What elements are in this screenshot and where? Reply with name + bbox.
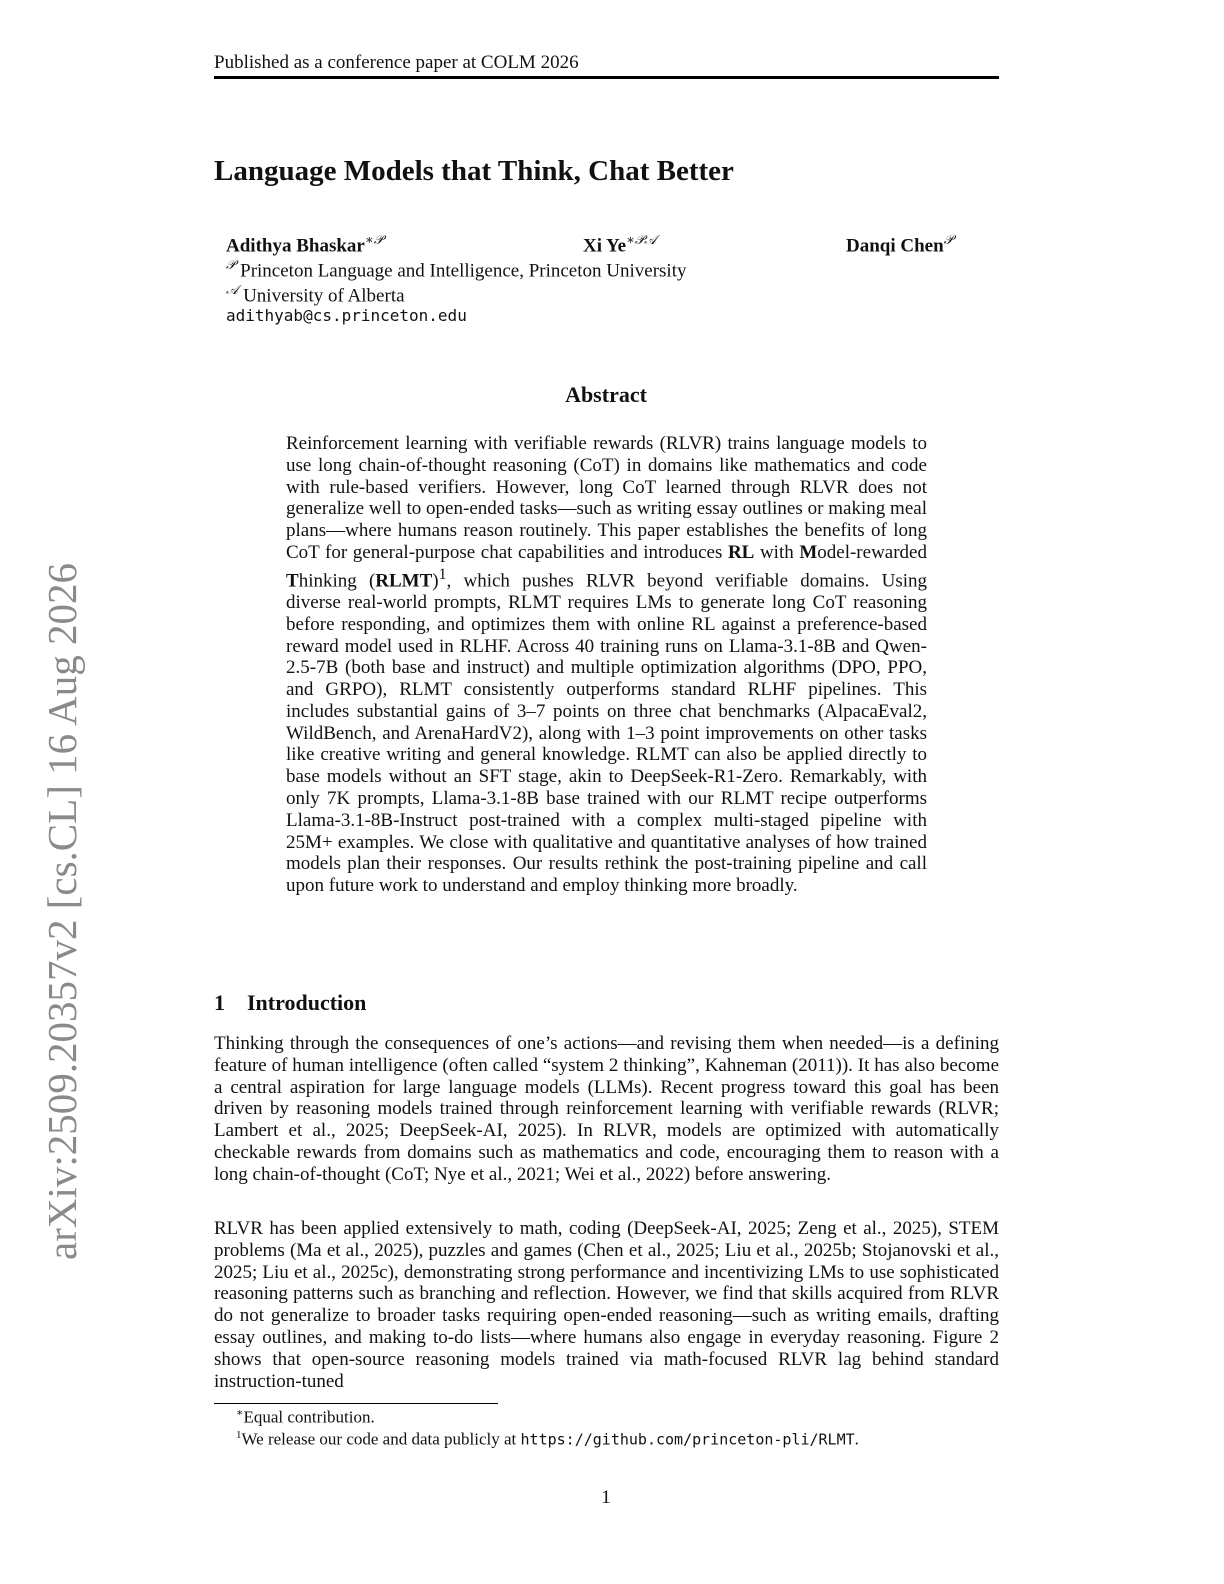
affiliation-princeton [226, 257, 687, 282]
abstract-body [286, 433, 927, 897]
abstract-bold: T [286, 570, 299, 592]
author-1 [226, 232, 383, 257]
affiliation-text: Princeton Language and Intelligence, Princeton University [240, 260, 687, 282]
author-name: Xi Ye [583, 235, 627, 257]
abstract-heading: Abstract [565, 382, 647, 407]
section-heading-introduction [214, 990, 366, 1016]
footnote-ref: 1 [438, 565, 447, 583]
footnote-text: Equal contribution. [243, 1407, 375, 1427]
footnote-text: We release our code and data publicly at [241, 1429, 521, 1449]
footnote-mark: 1 [236, 1429, 242, 1441]
page-number: 1 [601, 1487, 611, 1508]
code-link[interactable]: https://github.com/princeton-pli/RLMT [520, 1430, 855, 1449]
author-marks: ∗𝒫𝒜 [626, 232, 657, 247]
author-name: Adithya Bhaskar [226, 235, 365, 257]
abstract-bold: RLMT [375, 570, 433, 592]
author-name: Danqi Chen [846, 235, 944, 257]
footnote-equal [236, 1406, 375, 1428]
abstract-bold: RL [727, 541, 755, 563]
section-number: 1 [214, 990, 225, 1015]
abstract-text: , which pushes RLVR beyond verifiable domains. Using diverse real-world prompts, RLMT requires LMs to generate long CoT reasoning before responding, and optimizes them with online RL against a preference-based reward model used in RLHF. Across 40 training runs on Llama-3.1-8B and Qwen-2.5-7B (both base and instruct) and multiple optimization algorithms (DPO, PPO, and GRPO), RLMT consistently outperforms standard RLHF pipelines. This includes substantial gains of 3–7 points on three chat benchmarks (AlpacaEval2, WildBench, and ArenaHardV2), along with 1–3 point improvements on other tasks like creative writing and general knowledge. RLMT can also be applied directly to base models without an SFT stage, akin to DeepSeek-R1-Zero. Remarkably, with only 7K prompts, Llama-3.1-8B base trained with our RLMT recipe outperforms Llama-3.1-8B-Instruct post-trained with a complex multi-staged pipeline with 25M+ examples. We close with qualitative and quantitative analyses of how trained models plan their responses. Our results rethink the post-training pipeline and call upon future work to understand and employ thinking more broadly. [286, 570, 927, 897]
author-marks: 𝒫 [943, 232, 954, 247]
footnote-mark: ∗ [236, 1407, 244, 1419]
abstract-text: ) [432, 570, 439, 592]
author-2 [583, 232, 657, 257]
author-marks: ∗𝒫 [364, 232, 384, 247]
abstract-text: Reinforcement learning with verifiable rewards (RLVR) trains language models to use long chain-of-thought reasoning (CoT) in domains like mathematics and code with rule-based verifiers. However, long CoT learned through RLVR does not generalize well to open-ended tasks—such as writing essay outlines or making meal plans—where humans reason routinely. This paper establishes the benefits of long CoT for general-purpose chat capabilities and introduces [286, 433, 927, 563]
intro-paragraph-1: Thinking through the consequences of one’s actions—and revising them when needed—is a defining feature of human intelligence (often called “system 2 thinking”, Kahneman (2011)). It has also become a central aspiration for large language models (LLMs). Recent progress toward this goal has been driven by reasoning models trained through reinforcement learning with verifiable rewards (RLVR; Lambert et al., 2025; DeepSeek-AI, 2025). In RLVR, models are optimized with automatically checkable rewards from domains such as mathematics and code, encouraging them to reason with a long chain-of-thought (CoT; Nye et al., 2021; Wei et al., 2022) before answering. [214, 1033, 999, 1185]
abstract-text: odel-rewarded [817, 541, 927, 563]
arxiv-identifier: arXiv:2509.20357v2 [cs.CL] 16 Aug 2026 [39, 563, 85, 1260]
section-title: Introduction [247, 990, 367, 1015]
footnote-rule [214, 1403, 498, 1404]
conference-header: Published as a conference paper at COLM 2026 [214, 52, 579, 73]
footnote-text: . [854, 1429, 859, 1449]
abstract-text: hinking ( [298, 570, 376, 592]
paper-title: Language Models that Think, Chat Better [214, 155, 734, 187]
author-3 [846, 232, 953, 257]
affiliation-mark: 𝒫 [226, 257, 236, 272]
header-rule [214, 76, 999, 79]
intro-paragraph-2: RLVR has been applied extensively to math, coding (DeepSeek-AI, 2025; Zeng et al., 2025), STEM problems (Ma et al., 2025), puzzles and games (Chen et al., 2025; Liu et al., 2025b; Stojanovski et al., 2025; Liu et al., 2025c), demonstrating strong performance and incentivizing LMs to use sophisticated reasoning patterns such as branching and reflection. However, we find that skills acquired from RLVR do not generalize to broader tasks requiring open-ended reasoning—such as writing emails, drafting essay outlines, and making to-do lists—where humans also engage in everyday reasoning. Figure 2 shows that open-source reasoning models trained via math-focused RLVR lag behind standard instruction-tuned [214, 1218, 999, 1392]
abstract-bold: M [799, 541, 818, 563]
affiliation-alberta [226, 282, 405, 307]
footnote-code [236, 1429, 859, 1450]
abstract-text: with [754, 541, 800, 563]
affiliation-mark: 𝒜 [226, 282, 239, 297]
affiliation-text: University of Alberta [243, 285, 405, 307]
author-email: adithyab@cs.princeton.edu [226, 306, 467, 325]
